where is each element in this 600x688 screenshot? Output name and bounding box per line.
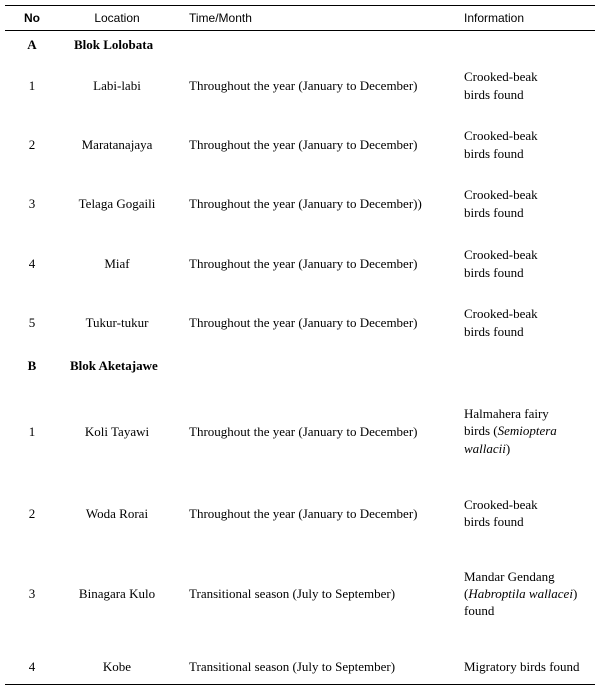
row-information-line-1: Crooked-beak xyxy=(464,69,538,84)
row-information-line-1: Crooked-beak xyxy=(464,128,538,143)
row-number: 1 xyxy=(28,424,36,439)
row-time: Transitional season (July to September) xyxy=(189,586,396,601)
species-name-italic: wallacii xyxy=(464,441,506,456)
row-time: Throughout the year (January to December) xyxy=(189,78,418,93)
column-header-no: No xyxy=(24,11,40,25)
row-number: 2 xyxy=(28,137,36,152)
row-information-line-1: Crooked-beak xyxy=(464,187,538,202)
row-location: Binagara Kulo xyxy=(78,586,156,601)
row-time: Transitional season (July to September) xyxy=(189,659,396,674)
row-time: Throughout the year (January to December) xyxy=(189,256,418,271)
row-information-line-1: Halmahera fairy xyxy=(464,406,549,421)
row-number: 4 xyxy=(28,256,36,271)
row-number: 4 xyxy=(28,659,36,674)
row-information-line-2: birds found xyxy=(464,146,524,161)
row-time: Throughout the year (January to December)) xyxy=(189,196,422,211)
row-number: 3 xyxy=(28,196,36,211)
row-time: Throughout the year (January to December) xyxy=(189,506,418,521)
row-information-line-1: Mandar Gendang xyxy=(464,569,555,584)
row-information-line-2: birds found xyxy=(464,265,524,280)
section-name: Blok Aketajawe xyxy=(70,358,158,373)
row-number: 1 xyxy=(28,78,36,93)
row-information-line-2: birds found xyxy=(464,514,524,529)
row-information-line-3 xyxy=(464,440,510,457)
row-information-line-2 xyxy=(464,585,577,602)
row-information-line-1: Migratory birds found xyxy=(464,659,580,674)
info-text: ( xyxy=(464,586,469,601)
info-text: ) xyxy=(572,586,578,601)
row-information-line-3: found xyxy=(464,603,495,618)
row-information-line-1: Crooked-beak xyxy=(464,247,538,262)
row-information-line-1: Crooked-beak xyxy=(464,497,538,512)
section-letter: A xyxy=(27,37,37,52)
row-location: Labi-labi xyxy=(93,78,141,93)
row-location: Woda Rorai xyxy=(85,506,149,521)
row-information-line-2: birds found xyxy=(464,87,524,102)
info-text: ) xyxy=(505,441,511,456)
column-header-information: Information xyxy=(464,11,525,25)
species-name-italic: Habroptila wallacei xyxy=(468,586,573,601)
column-header-location: Location xyxy=(94,11,140,25)
section-letter: B xyxy=(27,358,37,373)
row-information-line-2 xyxy=(464,422,557,439)
row-location: Tukur-tukur xyxy=(85,315,149,330)
section-name: Blok Lolobata xyxy=(74,37,154,52)
row-number: 3 xyxy=(28,586,36,601)
row-information-line-2: birds found xyxy=(464,205,524,220)
column-header-time: Time/Month xyxy=(189,11,252,25)
row-information-line-1: Crooked-beak xyxy=(464,306,538,321)
row-number: 5 xyxy=(28,315,36,330)
table-bottom-rule xyxy=(5,684,595,685)
row-time: Throughout the year (January to December) xyxy=(189,137,418,152)
row-location: Miaf xyxy=(104,256,130,271)
info-text: birds ( xyxy=(464,423,498,438)
species-name-italic: Semioptera xyxy=(497,423,557,438)
row-time: Throughout the year (January to December) xyxy=(189,315,418,330)
row-location: Kobe xyxy=(102,659,132,674)
row-location: Telaga Gogaili xyxy=(78,196,156,211)
header-bottom-rule xyxy=(5,30,595,31)
row-time: Throughout the year (January to December) xyxy=(189,424,418,439)
table-top-rule xyxy=(5,5,595,6)
row-number: 2 xyxy=(28,506,36,521)
row-location: Maratanajaya xyxy=(81,137,153,152)
row-information-line-2: birds found xyxy=(464,324,524,339)
row-location: Koli Tayawi xyxy=(84,424,150,439)
